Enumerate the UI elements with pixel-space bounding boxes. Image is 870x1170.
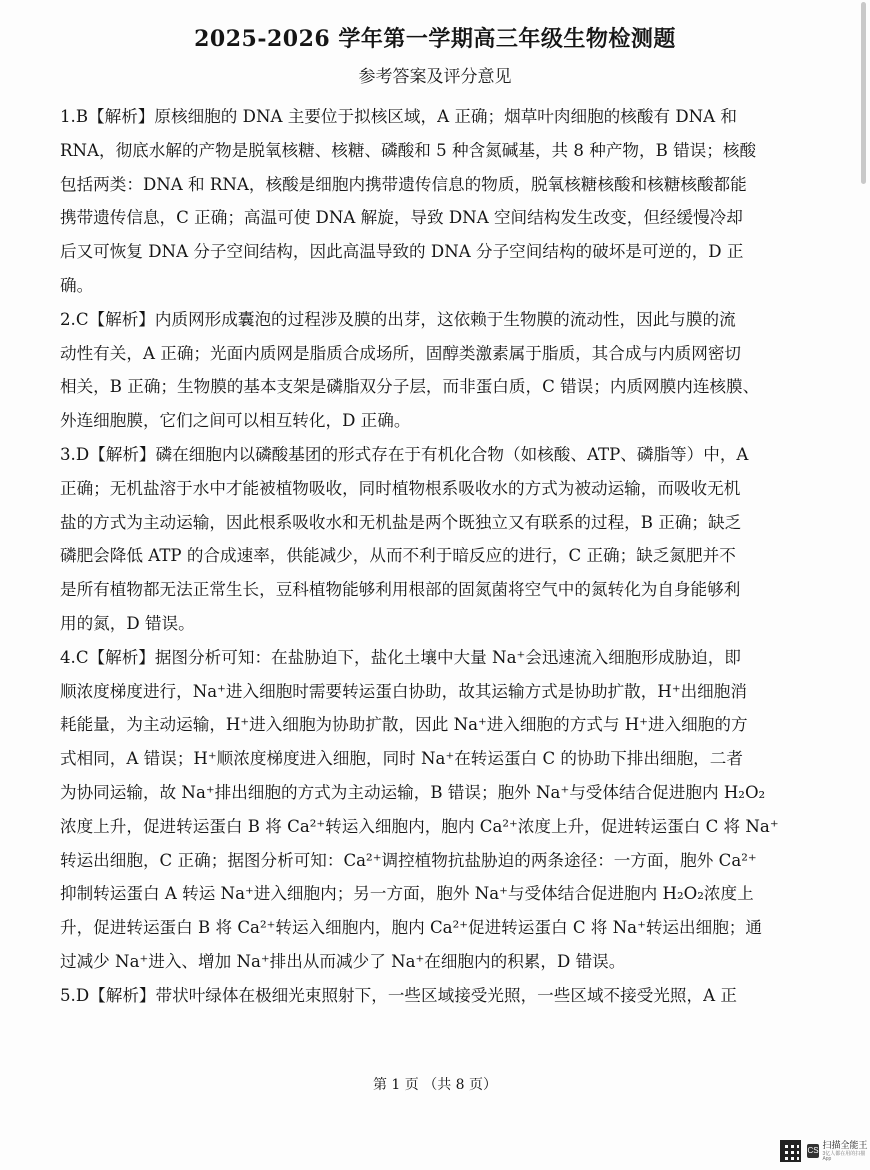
page-title: 2025-2026 学年第一学期高三年级生物检测题	[194, 26, 676, 52]
text-line: 为协同运输，故 Na⁺排出细胞的方式为主动运输，B 错误；胞外 Na⁺与受体结合促进胞内 H₂O₂	[60, 782, 766, 802]
text-line: 确。	[60, 275, 94, 295]
answer-paragraph-4	[60, 641, 810, 979]
text-line: 5.D【解析】带状叶绿体在极细光束照射下，一些区域接受光照，一些区域不接受光照，A 正	[60, 985, 737, 1005]
text-line: 包括两类：DNA 和 RNA，核酸是细胞内携带遗传信息的物质，脱氧核糖核酸和核糖核酸都能	[60, 174, 747, 194]
answer-content	[60, 100, 810, 1013]
answer-paragraph-3	[60, 438, 810, 641]
text-line: 携带遗传信息，C 正确；高温可使 DNA 解旋，导致 DNA 空间结构发生改变，但经缓慢冷却	[60, 208, 743, 228]
text-line: 用的氮，D 错误。	[60, 613, 195, 633]
text-line: 4.C【解析】据图分析可知：在盐胁迫下，盐化土壤中大量 Na⁺会迅速流入细胞形成胁迫，即	[60, 647, 741, 667]
answer-paragraph-5	[60, 979, 810, 1013]
page-subtitle: 参考答案及评分意见	[358, 67, 512, 87]
text-line: 正确；无机盐溶于水中才能被植物吸收，同时植物根系吸收水的方式为被动运输，而吸收无机	[60, 478, 741, 498]
text-line: 顺浓度梯度进行，Na⁺进入细胞时需要转运蛋白协助，故其运输方式是协助扩散，H⁺出细胞消	[60, 681, 747, 701]
text-line: 磷肥会降低 ATP 的合成速率，供能减少，从而不利于暗反应的进行，C 正确；缺乏氮肥并不	[60, 546, 736, 566]
text-line: RNA，彻底水解的产物是脱氧核糖、核糖、磷酸和 5 种含氮碱基，共 8 种产物，B 错误；核酸	[60, 140, 757, 160]
page-footer: 第 1 页 （共 8 页）	[372, 1077, 498, 1093]
text-line: 后又可恢复 DNA 分子空间结构，因此高温导致的 DNA 分子空间结构的破坏是可逆的，D 正	[60, 242, 744, 262]
text-line: 盐的方式为主动运输，因此根系吸收水和无机盐是两个既独立又有联系的过程，B 正确；缺乏	[60, 512, 742, 532]
camscanner-logo-icon: CS	[807, 1144, 820, 1158]
text-line: 动性有关，A 正确；光面内质网是脂质合成场所，固醇类激素属于脂质，其合成与内质网密切	[60, 343, 742, 363]
text-line: 式相同，A 错误；H⁺顺浓度梯度进入细胞，同时 Na⁺在转运蛋白 C 的协助下排出细胞，二者	[60, 749, 743, 769]
text-line: 耗能量，为主动运输，H⁺进入细胞为协助扩散，因此 Na⁺进入细胞的方式与 H⁺进入细胞的方	[60, 715, 748, 735]
text-line: 浓度上升，促进转运蛋白 B 将 Ca²⁺转运入细胞内，胞内 Ca²⁺浓度上升，促进转运蛋白 C 将 Na⁺	[60, 816, 779, 836]
scanner-watermark	[780, 1138, 870, 1164]
qr-code-icon	[780, 1140, 801, 1162]
watermark-name: 扫描全能王	[822, 1139, 868, 1150]
watermark-subtitle: 3亿人都在用的扫描App	[822, 1150, 866, 1162]
text-line: 外连细胞膜，它们之间可以相互转化，D 正确。	[60, 411, 411, 431]
text-line: 是所有植物都无法正常生长，豆科植物能够利用根部的固氮菌将空气中的氮转化为自身能够利	[60, 580, 741, 600]
text-line: 3.D【解析】磷在细胞内以磷酸基团的形式存在于有机化合物（如核酸、ATP、磷脂等）中，A	[60, 444, 749, 464]
watermark-text	[822, 1141, 870, 1162]
text-line: 2.C【解析】内质网形成囊泡的过程涉及膜的出芽，这依赖于生物膜的流动性，因此与膜的流	[60, 309, 736, 329]
answer-paragraph-1	[60, 100, 810, 303]
text-line: 转运出细胞，C 正确；据图分析可知：Ca²⁺调控植物抗盐胁迫的两条途径：一方面，胞外 Ca²⁺	[60, 850, 757, 870]
text-line: 过减少 Na⁺进入、增加 Na⁺排出从而减少了 Na⁺在细胞内的积累，D 错误。	[60, 951, 626, 971]
text-line: 升，促进转运蛋白 B 将 Ca²⁺转运入细胞内，胞内 Ca²⁺促进转运蛋白 C 将 Na⁺转运出细胞；通	[60, 918, 762, 938]
answer-paragraph-2	[60, 303, 810, 438]
text-line: 相关，B 正确；生物膜的基本支架是磷脂双分子层，而非蛋白质，C 错误；内质网膜内连核膜、	[60, 377, 760, 397]
text-line: 1.B【解析】原核细胞的 DNA 主要位于拟核区域，A 正确；烟草叶肉细胞的核酸有 DNA 和	[60, 107, 737, 126]
text-line: 抑制转运蛋白 A 转运 Na⁺进入细胞内；另一方面，胞外 Na⁺与受体结合促进胞内 H₂O₂浓度上	[60, 884, 754, 904]
